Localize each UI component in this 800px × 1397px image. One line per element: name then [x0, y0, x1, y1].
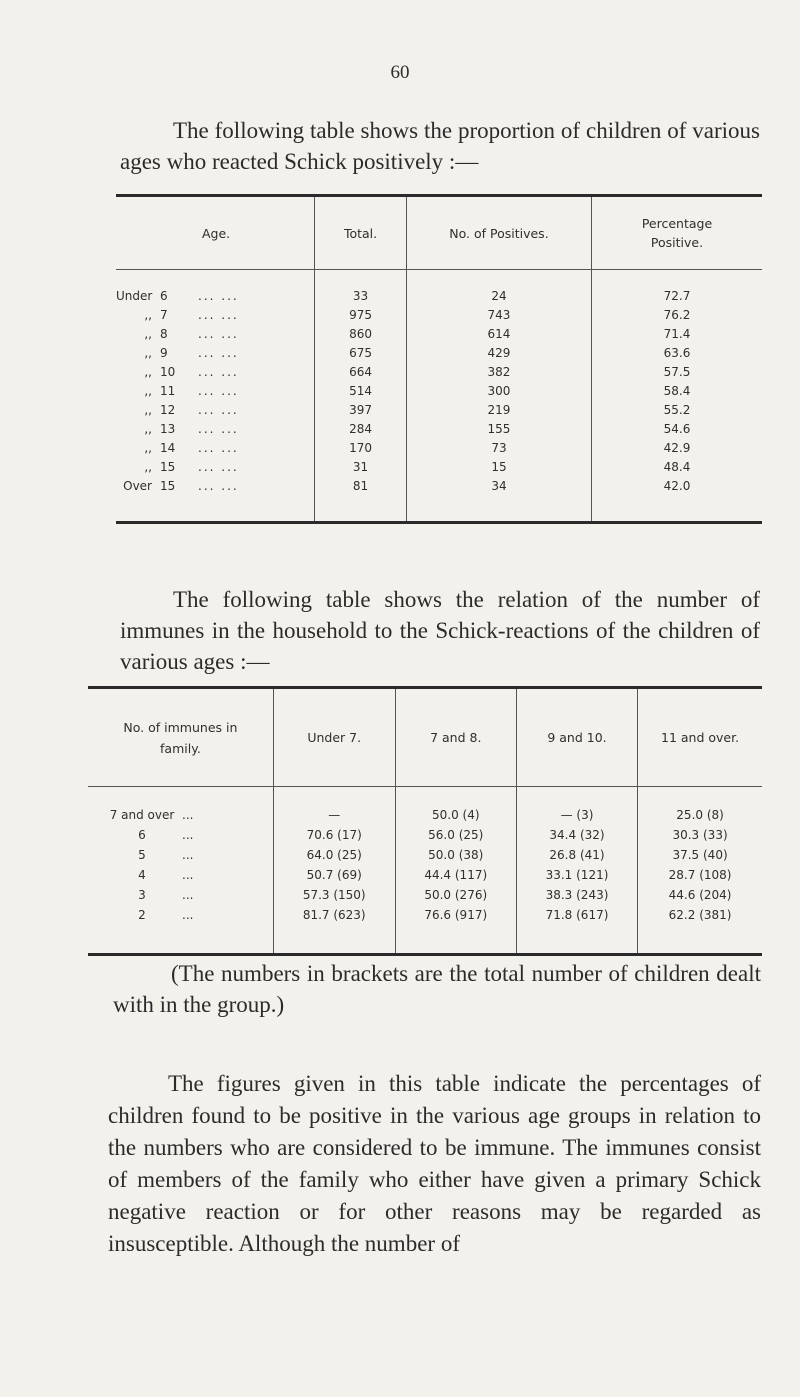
age-cell	[116, 457, 315, 476]
leader-dots: ...	[182, 848, 194, 862]
age-value: 6	[160, 288, 168, 303]
col-header-11-over: 11 and over.	[638, 688, 762, 787]
age-value: 14	[160, 440, 176, 455]
total-cell: 31	[315, 457, 407, 476]
leader-dots: ...	[182, 828, 194, 842]
total-cell: 514	[315, 381, 407, 400]
age-value: 13	[160, 421, 176, 436]
age-prefix: ,,	[144, 421, 152, 436]
table-row	[116, 476, 762, 495]
spacer-row	[88, 787, 762, 806]
age-9-10-cell: 26.8 (41)	[516, 845, 637, 865]
immunes-vs-schick-table	[88, 686, 762, 956]
col-header-age: Age.	[116, 196, 315, 270]
table2-body	[88, 787, 762, 955]
spacer-row	[116, 495, 762, 523]
under7-cell: 50.7 (69)	[273, 865, 395, 885]
leader-dots: ... ...	[198, 288, 239, 303]
percentage-cell: 76.2	[592, 305, 762, 324]
leader-dots: ... ...	[198, 383, 239, 398]
age-cell	[116, 400, 315, 419]
age-prefix: Over	[123, 478, 152, 493]
positives-cell: 614	[406, 324, 591, 343]
positives-cell: 219	[406, 400, 591, 419]
col-header-9-10: 9 and 10.	[516, 688, 637, 787]
age-cell	[116, 419, 315, 438]
table-row	[116, 286, 762, 305]
col-header-percentage: Percentage Positive.	[592, 196, 762, 270]
total-cell: 170	[315, 438, 407, 457]
total-cell: 664	[315, 362, 407, 381]
table-row	[88, 865, 762, 885]
immunes-cell	[88, 805, 273, 825]
col-header-total: Total.	[315, 196, 407, 270]
age-cell	[116, 476, 315, 495]
positives-cell: 73	[406, 438, 591, 457]
leader-dots: ... ...	[198, 307, 239, 322]
positives-cell: 300	[406, 381, 591, 400]
positives-cell: 24	[406, 286, 591, 305]
age-value: 8	[160, 326, 168, 341]
percentage-cell: 55.2	[592, 400, 762, 419]
age-7-8-cell: 44.4 (117)	[395, 865, 516, 885]
age-value: 12	[160, 402, 176, 417]
leader-dots: ...	[182, 868, 194, 882]
age-11-over-cell: 44.6 (204)	[638, 885, 762, 905]
age-value: 9	[160, 345, 168, 360]
total-cell: 975	[315, 305, 407, 324]
age-cell	[116, 381, 315, 400]
brackets-note: (The numbers in brackets are the total number of children dealt with in the group.)	[113, 961, 761, 1017]
age-prefix: ,,	[144, 383, 152, 398]
col-header-7-8: 7 and 8.	[395, 688, 516, 787]
age-cell	[116, 362, 315, 381]
table-row	[116, 381, 762, 400]
leader-dots: ... ...	[198, 345, 239, 360]
positives-cell: 743	[406, 305, 591, 324]
age-9-10-cell: 38.3 (243)	[516, 885, 637, 905]
age-value: 15	[160, 459, 176, 474]
age-prefix: ,,	[144, 326, 152, 341]
leader-dots: ...	[182, 808, 194, 822]
positives-cell: 429	[406, 343, 591, 362]
percentage-cell: 63.6	[592, 343, 762, 362]
table-row	[88, 905, 762, 925]
immunes-value: 6	[138, 828, 146, 842]
age-value: 10	[160, 364, 176, 379]
immunes-cell	[88, 845, 273, 865]
leader-dots: ... ...	[198, 478, 239, 493]
table-row	[116, 419, 762, 438]
percentage-cell: 71.4	[592, 324, 762, 343]
leader-dots: ...	[182, 888, 194, 902]
age-9-10-cell: 71.8 (617)	[516, 905, 637, 925]
age-11-over-cell: 28.7 (108)	[638, 865, 762, 885]
leader-dots: ... ...	[198, 402, 239, 417]
leader-dots: ...	[182, 908, 194, 922]
percentage-cell: 42.0	[592, 476, 762, 495]
age-cell	[116, 286, 315, 305]
leader-dots: ... ...	[198, 364, 239, 379]
percentage-cell: 58.4	[592, 381, 762, 400]
age-cell	[116, 343, 315, 362]
positives-cell: 15	[406, 457, 591, 476]
age-prefix: Under	[116, 288, 153, 303]
immunes-cell	[88, 885, 273, 905]
age-7-8-cell: 50.0 (38)	[395, 845, 516, 865]
age-cell	[116, 324, 315, 343]
age-9-10-cell: 33.1 (121)	[516, 865, 637, 885]
under7-cell: —	[273, 805, 395, 825]
immunes-cell	[88, 825, 273, 845]
age-9-10-cell: 34.4 (32)	[516, 825, 637, 845]
total-cell: 397	[315, 400, 407, 419]
intro-paragraph-2: The following table shows the relation of the number of immunes in the household to the Schick-reactions of the children of various ages :—	[120, 587, 760, 674]
leader-dots: ... ...	[198, 421, 239, 436]
age-prefix: ,,	[144, 440, 152, 455]
under7-cell: 64.0 (25)	[273, 845, 395, 865]
total-cell: 675	[315, 343, 407, 362]
table1-body	[116, 270, 762, 523]
under7-cell: 57.3 (150)	[273, 885, 395, 905]
immunes-value: 7 and over	[109, 808, 175, 822]
table-row	[116, 400, 762, 419]
total-cell: 284	[315, 419, 407, 438]
age-11-over-cell: 30.3 (33)	[638, 825, 762, 845]
total-cell: 33	[315, 286, 407, 305]
spacer-row	[88, 925, 762, 955]
leader-dots: ... ...	[198, 459, 239, 474]
age-11-over-cell: 25.0 (8)	[638, 805, 762, 825]
table-row	[116, 324, 762, 343]
immunes-cell	[88, 905, 273, 925]
under7-cell: 81.7 (623)	[273, 905, 395, 925]
age-prefix: ,,	[144, 402, 152, 417]
age-11-over-cell: 62.2 (381)	[638, 905, 762, 925]
table-row	[88, 805, 762, 825]
intro-paragraph-1: The following table shows the proportion of children of various ages who reacted Schick positively :—	[120, 118, 760, 174]
positives-cell: 382	[406, 362, 591, 381]
col-header-immunes: No. of immunes in family.	[88, 688, 273, 787]
age-value: 7	[160, 307, 168, 322]
age-7-8-cell: 56.0 (25)	[395, 825, 516, 845]
percentage-cell: 48.4	[592, 457, 762, 476]
col-header-positives: No. of Positives.	[406, 196, 591, 270]
total-cell: 81	[315, 476, 407, 495]
age-prefix: ,,	[144, 459, 152, 474]
age-cell	[116, 305, 315, 324]
under7-cell: 70.6 (17)	[273, 825, 395, 845]
percentage-cell: 54.6	[592, 419, 762, 438]
positives-cell: 155	[406, 419, 591, 438]
age-value: 11	[160, 383, 176, 398]
age-value: 15	[160, 478, 176, 493]
age-cell	[116, 438, 315, 457]
table-row	[116, 343, 762, 362]
leader-dots: ... ...	[198, 440, 239, 455]
positives-cell: 34	[406, 476, 591, 495]
percentage-cell: 72.7	[592, 286, 762, 305]
immunes-value: 2	[138, 908, 146, 922]
leader-dots: ... ...	[198, 326, 239, 341]
table-row	[88, 885, 762, 905]
immunes-value: 3	[138, 888, 146, 902]
table-row	[116, 438, 762, 457]
immunes-value: 4	[138, 868, 146, 882]
col-header-under7: Under 7.	[273, 688, 395, 787]
table-row	[88, 845, 762, 865]
immunes-cell	[88, 865, 273, 885]
table-row	[116, 362, 762, 381]
age-prefix: ,,	[144, 307, 152, 322]
immunes-value: 5	[138, 848, 146, 862]
age-7-8-cell: 50.0 (276)	[395, 885, 516, 905]
page-number: 60	[390, 62, 410, 83]
table-row	[116, 457, 762, 476]
table-row	[116, 305, 762, 324]
age-7-8-cell: 50.0 (4)	[395, 805, 516, 825]
spacer-row	[116, 270, 762, 287]
table-row	[88, 825, 762, 845]
schick-positivity-by-age-table	[116, 194, 762, 524]
body-paragraph: The figures given in this table indicate the percentages of children found to be positive in the various age groups in relation to the numbers who are considered to be immune. The immunes consist of members of the family who either have given a primary Schick negative reaction or for other reasons may be regarded as insusceptible. Although the number of	[108, 1071, 761, 1256]
age-prefix: ,,	[144, 345, 152, 360]
percentage-cell: 57.5	[592, 362, 762, 381]
percentage-cell: 42.9	[592, 438, 762, 457]
age-7-8-cell: 76.6 (917)	[395, 905, 516, 925]
age-11-over-cell: 37.5 (40)	[638, 845, 762, 865]
age-9-10-cell: — (3)	[516, 805, 637, 825]
total-cell: 860	[315, 324, 407, 343]
age-prefix: ,,	[144, 364, 152, 379]
